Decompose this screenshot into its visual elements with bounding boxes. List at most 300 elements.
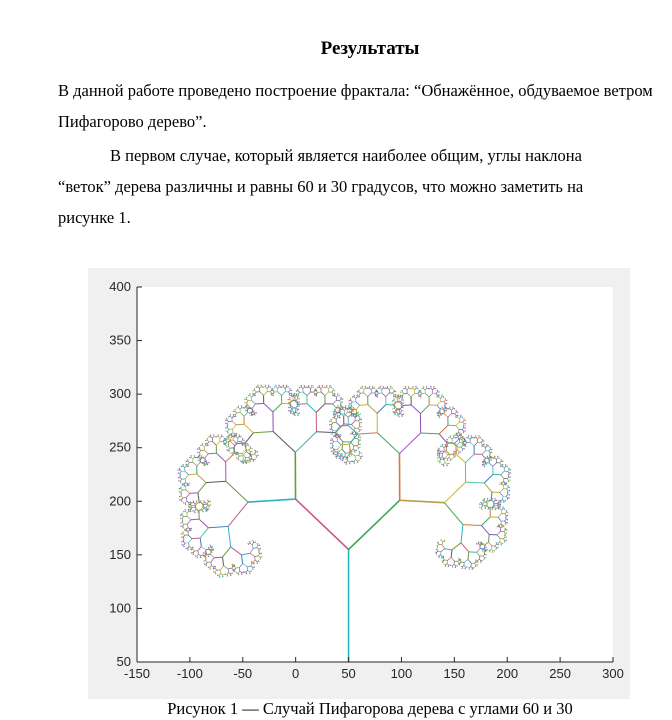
tree-branch — [260, 549, 261, 550]
tree-branch — [190, 509, 191, 510]
tree-branch — [431, 386, 432, 387]
tree-branch — [208, 556, 209, 557]
tree-branch — [492, 498, 493, 499]
tree-branch — [180, 475, 181, 476]
tree-branch — [499, 458, 500, 459]
tree-branch — [349, 403, 350, 404]
tree-branch — [241, 574, 242, 575]
tree-branch — [489, 454, 490, 455]
tree-branch — [210, 502, 211, 503]
tree-branch — [281, 386, 282, 387]
tree-branch — [439, 448, 440, 449]
tree-branch — [316, 396, 317, 397]
tree-branch — [482, 439, 483, 440]
tree-branch — [458, 564, 459, 565]
tree-branch — [226, 431, 227, 432]
tree-branch — [224, 574, 225, 575]
tree-branch — [455, 434, 456, 435]
tree-branch — [395, 407, 396, 408]
tree-branch — [465, 568, 466, 569]
tree-branch — [484, 559, 485, 560]
tree-branch — [351, 405, 352, 406]
y-tick-label: 400 — [109, 279, 131, 294]
tree-branch — [199, 447, 200, 448]
tree-branch — [361, 430, 362, 431]
tree-branch — [442, 464, 443, 465]
tree-branch — [427, 386, 428, 387]
tree-branch — [360, 444, 361, 445]
tree-branch — [248, 395, 249, 396]
tree-branch — [333, 454, 334, 455]
tree-branch — [246, 406, 247, 407]
tree-branch — [198, 456, 199, 457]
tree-branch — [503, 543, 504, 544]
tree-branch — [445, 407, 446, 408]
tree-branch — [488, 509, 489, 510]
tree-branch — [494, 551, 495, 552]
tree-branch — [473, 438, 474, 439]
tree-branch — [462, 417, 463, 418]
tree-branch — [279, 385, 280, 386]
tree-branch — [180, 482, 181, 483]
tree-branch — [472, 436, 473, 437]
tree-branch — [253, 393, 254, 394]
tree-branch — [351, 413, 352, 414]
tree-branch — [358, 416, 359, 417]
tree-branch — [418, 392, 419, 393]
tree-branch — [350, 407, 351, 408]
tree-branch — [203, 552, 204, 553]
tree-branch — [192, 538, 200, 539]
tree-branch — [506, 518, 507, 519]
tree-branch — [462, 438, 463, 439]
tree-branch — [465, 424, 466, 425]
tree-branch — [250, 462, 251, 463]
tree-branch — [480, 562, 481, 563]
tree-branch — [358, 441, 359, 442]
tree-branch — [188, 509, 189, 510]
tree-branch — [242, 463, 243, 464]
tree-branch — [183, 539, 184, 540]
tree-branch — [273, 389, 274, 390]
tree-branch — [192, 547, 193, 548]
tree-branch — [297, 404, 298, 405]
tree-branch — [238, 406, 239, 407]
tree-branch — [448, 408, 449, 409]
tree-branch — [437, 453, 438, 454]
tree-branch — [361, 422, 362, 423]
tree-branch — [361, 427, 362, 428]
tree-branch — [210, 505, 211, 506]
tree-branch — [503, 461, 504, 462]
x-tick-label: 0 — [292, 666, 300, 681]
tree-branch — [477, 565, 478, 566]
tree-branch — [202, 555, 203, 556]
tree-branch — [335, 454, 336, 455]
tree-branch — [442, 562, 443, 563]
tree-branch — [186, 464, 187, 465]
tree-branch — [504, 509, 505, 510]
tree-branch — [446, 411, 447, 412]
tree-branch — [503, 507, 504, 508]
tree-branch — [191, 549, 192, 550]
tree-branch — [438, 557, 439, 558]
tree-branch — [463, 441, 464, 442]
tree-branch — [490, 507, 491, 508]
tree-branch — [359, 390, 360, 391]
tree-branch — [235, 435, 236, 436]
tree-branch — [443, 466, 444, 467]
y-tick-label: 300 — [109, 386, 131, 402]
tree-branch — [292, 413, 293, 414]
tree-branch — [510, 477, 511, 478]
tree-branch — [342, 454, 343, 455]
tree-branch — [343, 407, 344, 408]
tree-branch — [227, 433, 228, 434]
tree-branch — [228, 437, 229, 438]
tree-branch — [273, 395, 274, 396]
tree-branch — [403, 407, 404, 408]
paragraph-1-line-1: В данной работе проведено построение фрактала: “Обнажённое, обдуваемое ветром — [58, 81, 653, 100]
tree-branch — [463, 444, 464, 445]
tree-branch — [392, 408, 393, 409]
tree-branch — [479, 504, 480, 505]
tree-branch — [475, 566, 476, 567]
tree-branch — [508, 512, 509, 513]
tree-branch — [352, 461, 353, 462]
tree-branch — [199, 454, 200, 455]
tree-branch — [330, 440, 331, 441]
tree-branch — [428, 388, 429, 389]
tree-branch — [448, 454, 456, 455]
tree-branch — [255, 395, 256, 396]
tree-branch — [508, 474, 509, 475]
tree-branch — [299, 402, 300, 403]
tree-branch — [501, 459, 502, 460]
tree-branch — [434, 386, 435, 387]
tree-branch — [465, 431, 466, 432]
tree-branch — [236, 434, 237, 435]
tree-branch — [331, 447, 332, 448]
tree-branch — [493, 457, 494, 458]
tree-branch — [217, 575, 218, 576]
tree-branch — [238, 574, 239, 575]
tree-branch — [350, 433, 351, 434]
tree-branch — [468, 436, 469, 437]
tree-branch — [257, 452, 258, 453]
tree-branch — [205, 440, 206, 441]
tree-branch — [506, 537, 507, 538]
tree-branch — [357, 462, 358, 463]
tree-branch — [226, 442, 227, 443]
tree-branch — [341, 397, 342, 398]
tree-branch — [180, 522, 181, 523]
tree-branch — [187, 485, 188, 486]
tree-branch — [465, 428, 466, 429]
tree-branch — [446, 408, 447, 409]
tree-branch — [253, 540, 254, 541]
tree-branch — [206, 565, 207, 566]
tree-branch — [212, 547, 213, 548]
tree-branch — [223, 440, 224, 441]
tree-branch — [403, 388, 404, 389]
y-tick-label: 350 — [109, 332, 131, 348]
tree-branch — [482, 551, 483, 552]
paragraph-2-line-1: В первом случае, который является наиболее общим, углы наклона — [110, 146, 582, 165]
tree-branch — [484, 444, 485, 445]
tree-branch — [250, 453, 251, 454]
tree-branch — [197, 558, 198, 559]
tree-branch — [505, 482, 506, 483]
tree-branch — [269, 385, 270, 386]
tree-branch — [181, 466, 182, 467]
tree-branch — [201, 509, 202, 510]
tree-branch — [341, 444, 349, 445]
tree-branch — [210, 569, 211, 570]
tree-branch — [189, 457, 190, 458]
tree-branch — [236, 454, 237, 455]
tree-branch — [464, 426, 465, 427]
tree-branch — [186, 548, 187, 549]
tree-branch — [457, 566, 458, 567]
paragraph-2-line-3: рисунке 1. — [58, 208, 131, 227]
tree-branch — [236, 457, 237, 458]
tree-branch — [403, 414, 404, 415]
tree-branch — [437, 457, 438, 458]
tree-branch — [200, 557, 201, 558]
tree-branch — [314, 390, 315, 391]
tree-branch — [395, 392, 396, 393]
tree-branch — [483, 544, 484, 545]
tree-branch — [340, 425, 348, 426]
tree-branch — [377, 390, 378, 391]
tree-branch — [225, 427, 226, 428]
tree-branch — [342, 409, 343, 410]
tree-branch — [216, 436, 217, 437]
tree-branch — [439, 392, 440, 393]
tree-branch — [233, 571, 234, 572]
tree-branch — [340, 459, 341, 460]
tree-branch — [186, 531, 187, 532]
tree-branch — [394, 405, 395, 406]
tree-branch — [198, 512, 199, 513]
tree-branch — [484, 553, 485, 554]
tree-branch — [258, 561, 259, 562]
tree-branch — [333, 446, 334, 447]
tree-branch — [448, 437, 449, 438]
tree-branch — [333, 453, 334, 454]
tree-branch — [367, 388, 368, 389]
tree-branch — [400, 395, 401, 396]
tree-branch — [288, 402, 289, 403]
tree-branch — [455, 456, 456, 457]
tree-branch — [236, 407, 237, 408]
tree-branch — [500, 502, 501, 503]
tree-branch — [437, 412, 438, 413]
tree-branch — [491, 457, 492, 458]
tree-branch — [441, 558, 442, 559]
tree-branch — [231, 453, 232, 454]
tree-branch — [481, 542, 482, 543]
tree-branch — [214, 435, 215, 436]
tree-branch — [307, 387, 308, 388]
tree-branch — [185, 529, 186, 530]
tree-branch — [332, 445, 333, 446]
tree-branch — [474, 568, 475, 569]
tree-branch — [397, 395, 398, 396]
tree-branch — [260, 545, 261, 546]
tree-branch — [403, 400, 404, 401]
tree-branch — [225, 574, 226, 575]
tree-branch — [344, 407, 345, 408]
tree-branch — [456, 417, 457, 418]
tree-branch — [250, 447, 251, 448]
y-tick-label: 250 — [109, 439, 131, 455]
tree-branch — [231, 436, 232, 437]
tree-branch — [194, 512, 195, 513]
tree-branch — [510, 480, 511, 481]
tree-branch — [336, 456, 337, 457]
tree-branch — [183, 532, 184, 533]
tree-branch — [333, 414, 334, 415]
tree-branch — [498, 545, 499, 546]
tree-branch — [201, 501, 202, 502]
tree-branch — [480, 438, 481, 439]
tree-branch — [211, 435, 212, 436]
tree-branch — [215, 567, 216, 568]
tree-branch — [184, 486, 185, 487]
y-tick-label: 50 — [116, 654, 131, 669]
tree-branch — [463, 432, 464, 433]
tree-branch — [455, 567, 456, 568]
tree-branch — [450, 436, 451, 437]
tree-branch — [474, 437, 475, 438]
tree-branch — [486, 550, 487, 551]
tree-branch — [487, 456, 488, 457]
tree-branch — [179, 496, 180, 497]
fractal-plot — [88, 268, 630, 699]
tree-branch — [500, 507, 501, 508]
tree-branch — [178, 469, 179, 470]
tree-branch — [333, 413, 334, 414]
tree-branch — [180, 476, 181, 477]
tree-branch — [490, 500, 491, 501]
tree-branch — [181, 537, 182, 538]
tree-branch — [472, 569, 473, 570]
tree-branch — [479, 436, 480, 437]
tree-branch — [234, 566, 235, 567]
tree-branch — [490, 455, 491, 456]
tree-branch — [253, 390, 254, 391]
tree-branch — [243, 572, 244, 573]
tree-branch — [236, 424, 244, 425]
tree-branch — [361, 453, 362, 454]
tree-branch — [420, 397, 421, 398]
tree-branch — [356, 451, 357, 452]
tree-branch — [498, 508, 499, 509]
tree-branch — [184, 540, 185, 541]
tree-branch — [208, 499, 209, 500]
tree-branch — [438, 415, 439, 416]
tree-branch — [327, 385, 328, 386]
tree-branch — [191, 529, 192, 530]
tree-branch — [495, 498, 496, 499]
tree-branch — [204, 465, 205, 466]
tree-branch — [359, 435, 360, 436]
tree-branch — [265, 385, 266, 386]
tree-branch — [252, 569, 253, 570]
tree-branch — [189, 483, 190, 484]
tree-branch — [497, 500, 498, 501]
tree-branch — [200, 462, 201, 463]
tree-branch — [464, 449, 465, 450]
tree-branch — [187, 550, 188, 551]
tree-branch — [189, 507, 190, 508]
tree-branch — [476, 436, 477, 437]
tree-branch — [509, 487, 510, 488]
tree-branch — [181, 493, 182, 494]
tree-branch — [189, 474, 197, 475]
tree-branch — [252, 562, 253, 563]
figure-frame — [88, 268, 630, 699]
tree-branch — [197, 449, 198, 450]
tree-branch — [452, 567, 453, 568]
tree-branch — [331, 419, 332, 420]
tree-branch — [442, 407, 443, 408]
tree-branch — [418, 395, 419, 396]
tree-branch — [440, 446, 441, 447]
tree-branch — [244, 572, 245, 573]
tree-branch — [402, 390, 403, 391]
tree-branch — [397, 415, 398, 416]
tree-branch — [392, 404, 393, 405]
tree-branch — [467, 567, 468, 568]
y-tick-label: 150 — [109, 546, 131, 562]
tree-branch — [291, 395, 292, 396]
tree-branch — [346, 459, 347, 460]
tree-branch — [362, 386, 363, 387]
tree-branch — [191, 552, 192, 553]
tree-branch — [190, 511, 191, 512]
tree-branch — [223, 437, 224, 438]
tree-branch — [439, 410, 440, 411]
tree-branch — [222, 576, 223, 577]
tree-branch — [348, 408, 349, 409]
tree-branch — [181, 487, 182, 488]
tree-branch — [335, 409, 336, 410]
tree-branch — [445, 444, 446, 445]
tree-branch — [237, 443, 245, 444]
tree-branch — [360, 414, 361, 415]
tree-branch — [206, 464, 207, 465]
tree-branch — [290, 404, 291, 405]
tree-branch — [505, 528, 506, 529]
tree-branch — [254, 414, 255, 415]
tree-branch — [454, 436, 455, 437]
tree-branch — [506, 464, 507, 465]
tree-branch — [354, 463, 355, 464]
tree-branch — [486, 547, 487, 548]
tree-branch — [497, 508, 498, 509]
tree-branch — [209, 509, 210, 510]
tree-branch — [399, 395, 400, 396]
tree-branch — [509, 495, 510, 496]
tree-branch — [440, 415, 441, 416]
tree-branch — [339, 411, 340, 412]
tree-branch — [299, 399, 300, 400]
tree-branch — [447, 465, 448, 466]
tree-branch — [335, 394, 336, 395]
